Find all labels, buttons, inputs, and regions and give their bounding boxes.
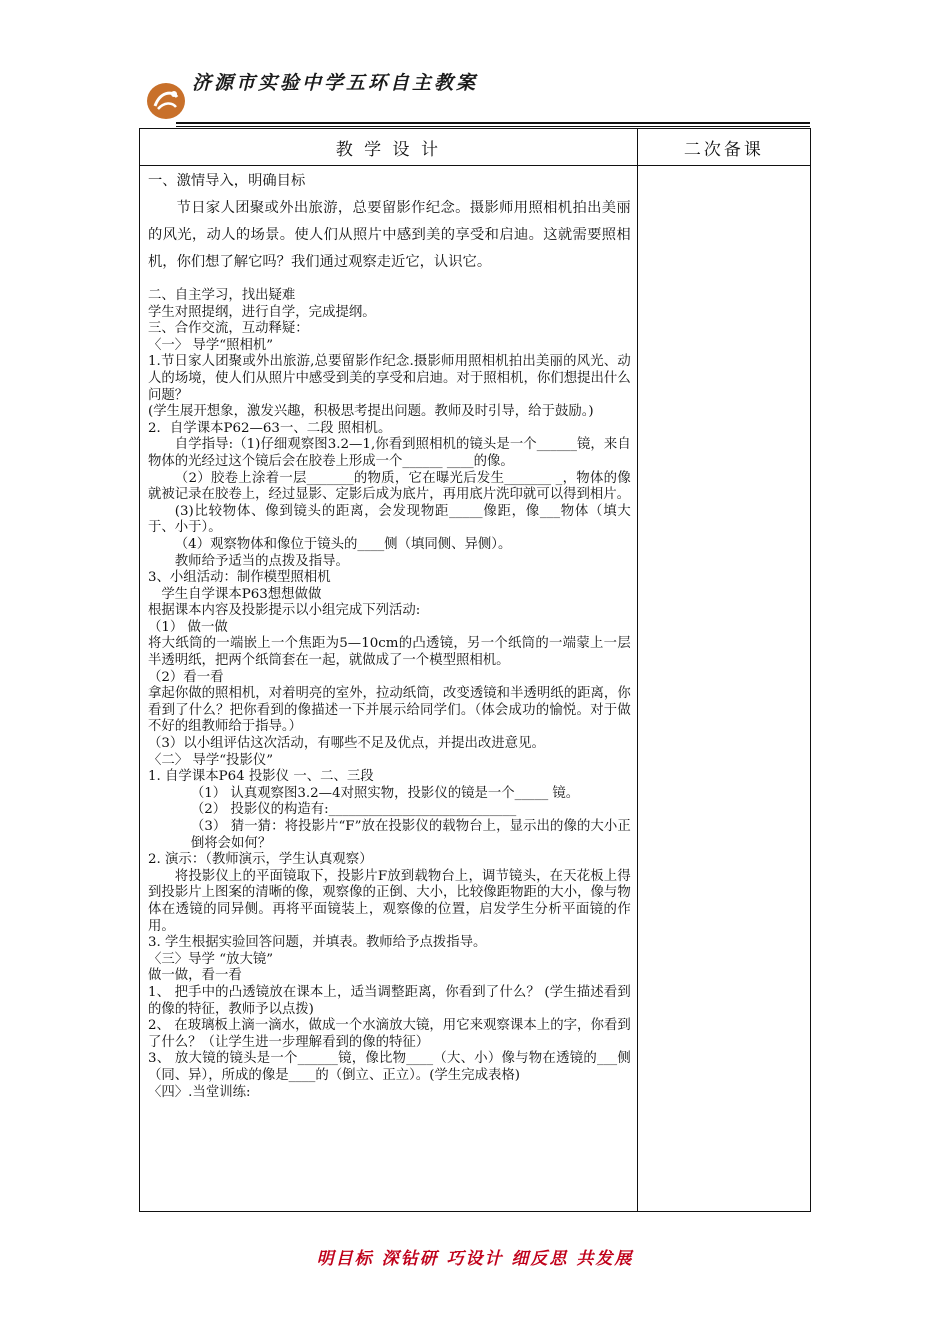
content-line: 2、 在玻璃板上滴一滴水，做成一个水滴放大镜，用它来观察课本上的字，你看到了什么？（让学生进一步理解看到的像的特征） (148, 1018, 631, 1050)
lesson-content (140, 166, 637, 1101)
content-line: (3)比较物体、像到镜头的距离，会发现物距_____像距，像___物体（填大于、小于）。 (148, 503, 631, 536)
teaching-design-cell (140, 166, 638, 1212)
content-line: （3）以小组评估这次活动，有哪些不足及优点，并提出改进意见。 (148, 736, 545, 752)
content-line: 学生对照提纲，进行自学，完成提纲。 (148, 304, 376, 320)
content-line: 做一做，看一看 (148, 968, 242, 984)
lesson-plan-table (139, 128, 811, 1212)
content-line: 1、 把手中的凸透镜放在课本上，适当调整距离，你看到了什么？ (学生描述看到的像的特征，教师予以点拨) (148, 984, 631, 1017)
column-header-teaching-design: 教 学 设 计 (140, 129, 638, 166)
content-line: 一、激情导入，明确目标 (148, 173, 306, 189)
content-line: （1） 做一做 (148, 619, 228, 635)
content-line: （1） 认真观察图3.2—4对照实物，投影仪的镜是一个_____ 镜。 (190, 785, 580, 801)
content-line: 拿起你做的照相机，对着明亮的室外，拉动纸筒，改变透镜和半透明纸的距离，你看到了什么？把你看到的像描述一下并展示给同学们。（体会成功的愉悦。对于做不好的组教师给于指导。） (148, 686, 631, 735)
content-line: 3. 学生根据实验回答问题，并填表。教师给予点拨指导。 (148, 935, 487, 951)
content-line: 根据课本内容及投影提示以小组完成下列活动: (148, 603, 421, 619)
content-line: (学生展开想象，激发兴趣，积极思考提出问题。教师及时引导，给于鼓励。) (148, 404, 594, 420)
content-line: 自学指导:（1)仔细观察图3.2—1,你看到照相机的镜头是一个______镜，来自物体的光经过这个镜后会在胶卷上形成一个______ ____的像。 (148, 437, 631, 469)
second-prep-cell[interactable] (637, 166, 810, 1212)
content-line: 〈二〉 导学“投影仪” (148, 752, 274, 768)
content-line: 二、自主学习，找出疑难 (148, 288, 296, 303)
content-line: （4）观察物体和像位于镜头的____侧（填同侧、异侧）。 (174, 536, 512, 552)
content-line: 2. 演示：（教师演示，学生认真观察） (148, 852, 373, 868)
content-line: 2．自学课本P62—63一、二段 照相机。 (148, 420, 392, 436)
content-line: 3、 放大镜的镜头是一个______镜，像比物____（大、小）像与物在透镜的___侧（同、异），所成的像是____的（倒立、正立）。(学生完成表格) (148, 1051, 631, 1083)
footer-motto: 明目标 深钻研 巧设计 细反思 共发展 (316, 1249, 634, 1269)
content-line: 将大纸筒的一端嵌上一个焦距为5—10cm的凸透镜，另一个纸筒的一端蒙上一层半透明纸，把两个纸筒套在一起，就做成了一个模型照相机。 (148, 636, 631, 669)
content-line: 学生自学课本P63想想做做 (161, 586, 322, 602)
content-line: 将投影仪上的平面镜取下，投影片F放到载物台上，调节镜头，在天花板上得到投影片上图案的清晰的像，观察像的正倒、大小，比较像距物距的大小，像与物体在透镜的同异侧。再将平面镜装上，观察像的位置，启发学生分析平面镜的作用。 (148, 868, 631, 934)
content-line: 〈一〉 导学“照相机” (148, 337, 274, 353)
content-line: 教师给予适当的点拨及指导。 (174, 553, 349, 569)
content-line: （2）看一看 (148, 669, 224, 685)
school-title: 济源市实验中学五环自主教案 (192, 72, 479, 94)
content-line: 1. 自学课本P64 投影仪 一、二、三段 (148, 769, 374, 785)
content-line: 〈四〉.当堂训练: (148, 1084, 251, 1100)
content-line: 3、小组活动：制作模型照相机 (148, 570, 331, 586)
content-line: 节日家人团聚或外出旅游，总要留影作纪念。摄影师用照相机拍出美丽的风光，动人的场景。使人们从照片中感到美的享受和启迪。这就需要照相机，你们想了解它吗？我们通过观察走近它，认识它。 (148, 200, 631, 270)
content-line: （2） 投影仪的构造有:____________________________ (190, 802, 517, 818)
page-header (140, 60, 810, 128)
content-line: （3） 猜一猜：将投影片“F”放在投影仪的载物台上，显示出的像的大小正倒将会如何？ (190, 819, 631, 851)
content-line: 1.节日家人团聚或外出旅游,总要留影作纪念.摄影师用照相机拍出美丽的风光、动人的场境，使人们从照片中感受到美的享受和启迪。对于照相机，你们想提出什么问题？ (148, 354, 631, 403)
header-rule-thin (176, 126, 810, 127)
school-emblem-icon (146, 82, 186, 120)
column-header-second-prep: 二次备课 (637, 129, 810, 166)
header-rule (176, 122, 810, 124)
content-line: 〈三〉导学 “放大镜” (148, 951, 274, 967)
content-line: （2）胶卷上涂着一层_______的物质，它在曝光后发生_______ _，物体的像就被记录在胶卷上，经过显影、定影后成为底片，再用底片洗印就可以得到相片。 (148, 470, 631, 503)
content-line: 三、合作交流，互动释疑： (148, 321, 309, 337)
